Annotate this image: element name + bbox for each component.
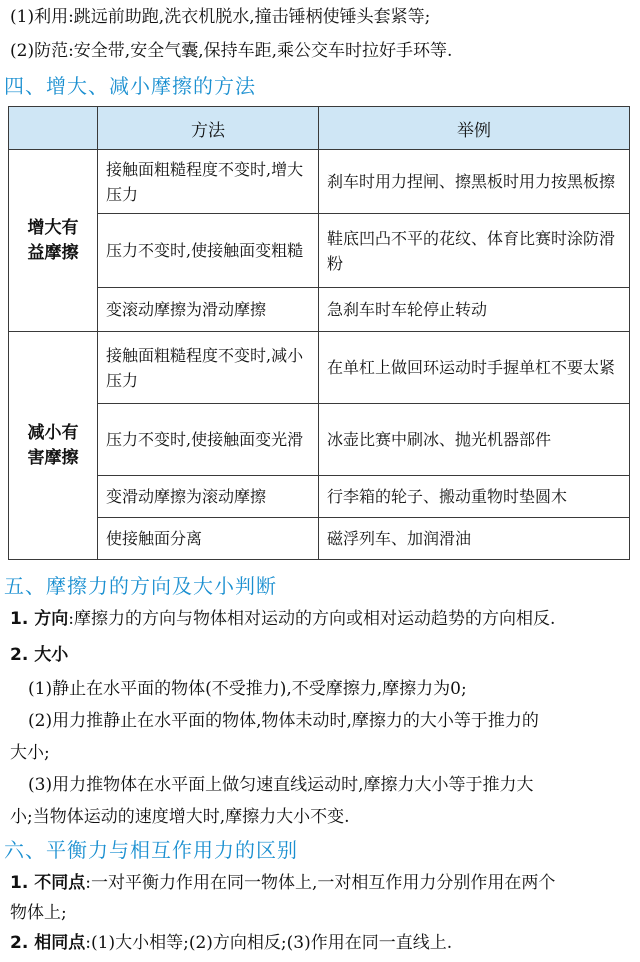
item-label: 相同点	[34, 933, 86, 953]
group-decrease-line1: 减小有	[27, 422, 79, 443]
intro-line-use: (1)利用:跳远前助跑,洗衣机脱水,撞击锤柄使锤头套紧等;	[10, 7, 431, 27]
group-increase-line1: 增大有	[27, 217, 79, 238]
group-increase-line2: 益摩擦	[27, 242, 79, 263]
table-cell-method: 压力不变时,使接触面变光滑	[98, 404, 319, 476]
item-number: 1.	[10, 873, 29, 893]
intro-line-prevent: (2)防范:安全带,安全气囊,保持车距,乘公交车时拉好手环等.	[10, 41, 453, 61]
item-text: :(1)大小相等;(2)方向相反;(3)作用在同一直线上.	[85, 933, 453, 953]
section5-item-magnitude	[10, 642, 632, 668]
table-cell-example: 刹车时用力捏闸、擦黑板时用力按黑板擦	[319, 150, 630, 214]
table-cell-method: 接触面粗糙程度不变时,减小压力	[98, 332, 319, 404]
table-cell-method: 接触面粗糙程度不变时,增大压力	[98, 150, 319, 214]
table-cell-example: 冰壶比赛中刷冰、抛光机器部件	[319, 404, 630, 476]
group-decrease-line2: 害摩擦	[27, 447, 79, 468]
table-row	[9, 288, 630, 332]
table-header-method: 方法	[98, 107, 319, 150]
table-row	[9, 214, 630, 288]
section5-title: 五、摩擦力的方向及大小判断	[4, 574, 277, 598]
magnitude-sub2-a: (2)用力推静止在水平面的物体,物体未动时,摩擦力的大小等于推力的	[28, 711, 539, 731]
table-cell-example: 鞋底凹凸不平的花纹、体育比赛时涂防滑粉	[319, 214, 630, 288]
table-row	[9, 332, 630, 404]
group-decrease-friction	[9, 332, 98, 560]
table-cell-example: 在单杠上做回环运动时手握单杠不要太紧	[319, 332, 630, 404]
section5-item-direction	[10, 606, 632, 632]
table-cell-method: 压力不变时,使接触面变粗糙	[98, 214, 319, 288]
friction-methods-table	[8, 106, 630, 560]
table-header-example: 举例	[319, 107, 630, 150]
section6-title: 六、平衡力与相互作用力的区别	[4, 838, 298, 862]
table-cell-example: 磁浮列车、加润滑油	[319, 518, 630, 560]
item-label: 方向	[34, 609, 69, 629]
table-row	[9, 404, 630, 476]
table-row	[9, 150, 630, 214]
section6-item-similarities	[10, 930, 632, 956]
table-cell-example: 急刹车时车轮停止转动	[319, 288, 630, 332]
table-header-row	[9, 107, 630, 150]
table-cell-method: 变滑动摩擦为滚动摩擦	[98, 476, 319, 518]
item-label: 大小	[34, 645, 69, 665]
table-cell-method: 变滚动摩擦为滑动摩擦	[98, 288, 319, 332]
item-label: 不同点	[34, 873, 86, 893]
item-text: :一对平衡力作用在同一物体上,一对相互作用力分别作用在两个	[85, 873, 556, 893]
item-text: :摩擦力的方向与物体相对运动的方向或相对运动趋势的方向相反.	[68, 609, 556, 629]
table-row	[9, 476, 630, 518]
group-increase-friction	[9, 150, 98, 332]
differences-continued: 物体上;	[10, 903, 67, 923]
magnitude-sub2-b: 大小;	[10, 743, 50, 763]
section6-item-differences	[10, 870, 632, 896]
item-number: 2.	[10, 933, 29, 953]
section4-title: 四、增大、减小摩擦的方法	[4, 74, 256, 98]
magnitude-sub3-b: 小;当物体运动的速度增大时,摩擦力大小不变.	[10, 807, 350, 827]
magnitude-sub3-a: (3)用力推物体在水平面上做匀速直线运动时,摩擦力大小等于推力大	[28, 775, 534, 795]
table-header-corner	[9, 107, 98, 150]
magnitude-sub1: (1)静止在水平面的物体(不受推力),不受摩擦力,摩擦力为0;	[28, 679, 467, 699]
table-cell-method: 使接触面分离	[98, 518, 319, 560]
item-number: 1.	[10, 609, 29, 629]
item-number: 2.	[10, 645, 29, 665]
table-cell-example: 行李箱的轮子、搬动重物时垫圆木	[319, 476, 630, 518]
table-row	[9, 518, 630, 560]
